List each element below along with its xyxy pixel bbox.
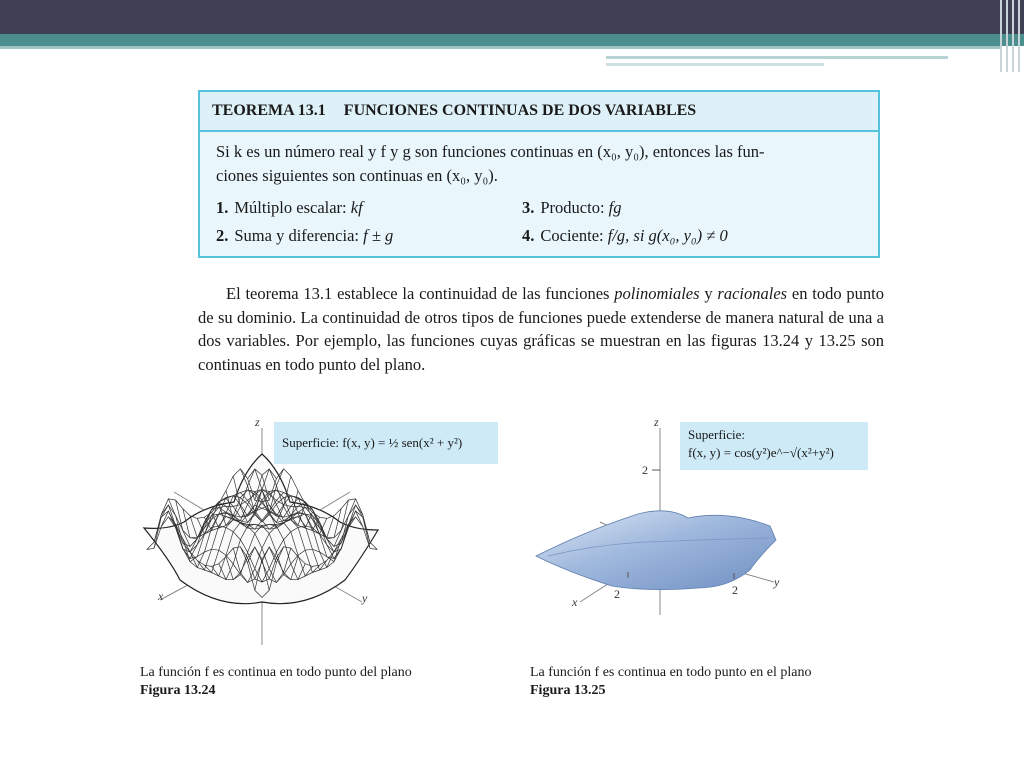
theorem-box — [198, 90, 880, 258]
theorem-statement-2: ciones siguientes son continuas en (x₀, y₀). — [216, 166, 498, 185]
property-3: 3. Producto: fg — [522, 198, 622, 217]
axis-y-label: y — [774, 575, 780, 589]
axis-x-label: x — [158, 589, 164, 603]
figure-13-25-formula: Superficie: f(x, y) = cos(y²)e^−√(x²+y²) — [680, 422, 868, 470]
figure-13-25-caption: La función f es continua en todo punto en el plano Figura 13.25 — [530, 665, 812, 698]
property-1: 1. Múltiplo escalar: kf — [216, 198, 363, 217]
property-2: 2. Suma y diferencia: f ± g — [216, 226, 394, 245]
body-paragraph: El teorema 13.1 establece la continuidad de las funciones polinomiales y racionales en todo punto de su dominio. La continuidad de otros tipos de funciones puede extenderse de manera natural de una a dos variables. Por ejemplo, las funciones cuyas gráficas se muestran en las figuras 13.24 y 13.25 son continuas en todo punto del plano. — [198, 284, 884, 374]
figure-13-25-label: Figura 13.25 — [530, 683, 606, 698]
slide-header-bar — [0, 0, 1024, 34]
tick-y-2: 2 — [732, 583, 738, 597]
slide-right-rails — [998, 0, 1024, 72]
axis-z-label: z — [654, 415, 659, 429]
theorem-title: FUNCIONES CONTINUAS DE DOS VARIABLES — [343, 102, 697, 119]
slide-teal-band — [0, 34, 1024, 46]
tick-x-2: 2 — [614, 587, 620, 601]
tick-z-2: 2 — [642, 463, 648, 477]
slide-teal-line — [0, 46, 1000, 49]
axis-y-label: y — [362, 591, 368, 605]
theorem-header — [200, 92, 878, 132]
slide-accent-line — [606, 56, 948, 59]
theorem-body — [200, 132, 878, 248]
axis-z-label: z — [255, 415, 260, 429]
slide-accent-line-short — [606, 63, 824, 66]
theorem-statement-1: Si k es un número real y f y g son funciones continuas en (x₀, y₀), entonces las fun- — [216, 142, 765, 161]
figure-13-24-label: Figura 13.24 — [140, 683, 216, 698]
figure-13-24-caption: La función f es continua en todo punto del plano Figura 13.24 — [140, 665, 412, 698]
property-4: 4. Cociente: f/g, si g(x₀, y₀) ≠ 0 — [522, 226, 728, 245]
theorem-properties — [216, 196, 862, 248]
theorem-number: TEOREMA 13.1 — [212, 102, 326, 119]
axis-x-label: x — [572, 595, 578, 609]
figure-13-24-formula: Superficie: f(x, y) = ½ sen(x² + y²) — [274, 422, 498, 464]
